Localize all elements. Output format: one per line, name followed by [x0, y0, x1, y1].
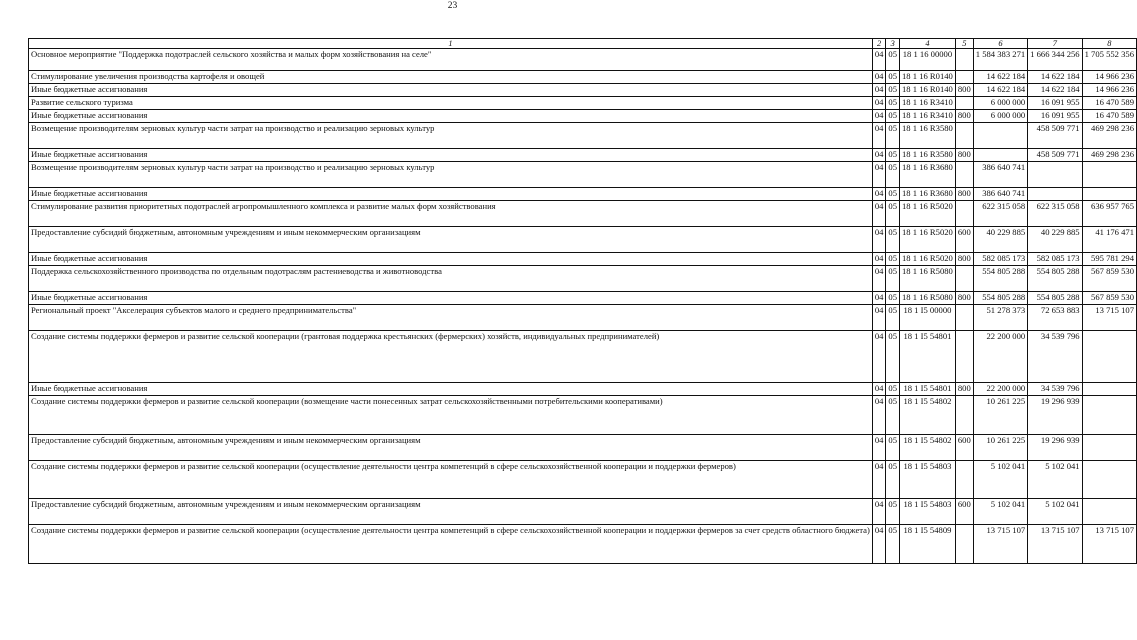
cell-rz: 04	[872, 49, 886, 71]
cell-pr: 05	[886, 188, 900, 201]
cell-vr	[955, 97, 973, 110]
cell-rz: 04	[872, 227, 886, 253]
cell-pr: 05	[886, 97, 900, 110]
cell-rz: 04	[872, 499, 886, 525]
table-row	[29, 461, 1137, 499]
cell-v2: 16 091 955	[1028, 97, 1082, 110]
cell-csr: 18 1 I5 54803	[900, 461, 956, 499]
cell-pr: 05	[886, 71, 900, 84]
cell-v3: 16 470 589	[1082, 110, 1136, 123]
cell-csr: 18 1 I5 00000	[900, 305, 956, 331]
cell-pr: 05	[886, 331, 900, 383]
cell-v2: 40 229 885	[1028, 227, 1082, 253]
cell-v1: 622 315 058	[973, 201, 1027, 227]
cell-v1	[973, 123, 1027, 149]
cell-vr	[955, 396, 973, 435]
cell-v2: 458 509 771	[1028, 123, 1082, 149]
cell-name: Возмещение производителям зерновых культур части затрат на производство и реализацию зерновых культур	[29, 123, 873, 149]
cell-vr	[955, 201, 973, 227]
cell-v2: 19 296 939	[1028, 396, 1082, 435]
table-row	[29, 253, 1137, 266]
cell-v2: 34 539 796	[1028, 383, 1082, 396]
budget-table	[28, 38, 1137, 564]
cell-csr: 18 1 I5 54803	[900, 499, 956, 525]
cell-name: Иные бюджетные ассигнования	[29, 110, 873, 123]
cell-v1: 22 200 000	[973, 331, 1027, 383]
cell-rz: 04	[872, 188, 886, 201]
cell-vr	[955, 71, 973, 84]
cell-v1: 5 102 041	[973, 499, 1027, 525]
cell-rz: 04	[872, 123, 886, 149]
header-cell: 4	[900, 39, 956, 49]
cell-rz: 04	[872, 162, 886, 188]
cell-v2	[1028, 188, 1082, 201]
cell-v3	[1082, 499, 1136, 525]
cell-vr: 600	[955, 499, 973, 525]
cell-v1: 14 622 184	[973, 71, 1027, 84]
cell-csr: 18 1 16 R3680	[900, 162, 956, 188]
cell-v2: 5 102 041	[1028, 461, 1082, 499]
cell-rz: 04	[872, 71, 886, 84]
cell-csr: 18 1 16 R5080	[900, 292, 956, 305]
cell-pr: 05	[886, 305, 900, 331]
cell-name: Предоставление субсидий бюджетным, автономным учреждениям и иным некоммерческим организациям	[29, 435, 873, 461]
cell-rz: 04	[872, 84, 886, 97]
cell-csr: 18 1 16 R3580	[900, 149, 956, 162]
cell-csr: 18 1 16 R0140	[900, 71, 956, 84]
cell-csr: 18 1 I5 54809	[900, 525, 956, 564]
cell-pr: 05	[886, 201, 900, 227]
cell-v3: 1 705 552 356	[1082, 49, 1136, 71]
cell-csr: 18 1 16 R3580	[900, 123, 956, 149]
table-row	[29, 499, 1137, 525]
header-cell: 7	[1028, 39, 1082, 49]
table-row	[29, 49, 1137, 71]
cell-v2: 14 622 184	[1028, 71, 1082, 84]
cell-name: Иные бюджетные ассигнования	[29, 188, 873, 201]
table-row	[29, 383, 1137, 396]
cell-v3: 567 859 530	[1082, 266, 1136, 292]
cell-v2: 458 509 771	[1028, 149, 1082, 162]
cell-csr: 18 1 16 R3680	[900, 188, 956, 201]
cell-csr: 18 1 I5 54802	[900, 396, 956, 435]
cell-rz: 04	[872, 331, 886, 383]
cell-csr: 18 1 16 R5080	[900, 266, 956, 292]
cell-rz: 04	[872, 383, 886, 396]
cell-pr: 05	[886, 435, 900, 461]
cell-csr: 18 1 16 R0140	[900, 84, 956, 97]
cell-v3	[1082, 162, 1136, 188]
cell-v3: 469 298 236	[1082, 123, 1136, 149]
cell-vr: 600	[955, 227, 973, 253]
cell-rz: 04	[872, 97, 886, 110]
cell-rz: 04	[872, 201, 886, 227]
cell-name: Иные бюджетные ассигнования	[29, 149, 873, 162]
header-cell: 6	[973, 39, 1027, 49]
cell-rz: 04	[872, 266, 886, 292]
cell-csr: 18 1 I5 54801	[900, 331, 956, 383]
cell-name: Возмещение производителям зерновых культур части затрат на производство и реализацию зерновых культур	[29, 162, 873, 188]
cell-csr: 18 1 16 00000	[900, 49, 956, 71]
cell-name: Создание системы поддержки фермеров и развитие сельской кооперации (осуществление деятельности центра компетенций в сфере сельскохозяйственной кооперации и поддержки фермеров)	[29, 461, 873, 499]
table-row	[29, 71, 1137, 84]
cell-vr	[955, 123, 973, 149]
page-number: 23	[447, 1, 458, 11]
cell-v2: 5 102 041	[1028, 499, 1082, 525]
cell-v1: 40 229 885	[973, 227, 1027, 253]
cell-pr: 05	[886, 383, 900, 396]
cell-v3: 14 966 236	[1082, 71, 1136, 84]
cell-v2: 19 296 939	[1028, 435, 1082, 461]
cell-v1: 554 805 288	[973, 292, 1027, 305]
table-row	[29, 188, 1137, 201]
cell-rz: 04	[872, 305, 886, 331]
cell-csr: 18 1 I5 54801	[900, 383, 956, 396]
cell-v1: 10 261 225	[973, 435, 1027, 461]
cell-vr	[955, 162, 973, 188]
cell-rz: 04	[872, 525, 886, 564]
table-row	[29, 110, 1137, 123]
cell-v2: 582 085 173	[1028, 253, 1082, 266]
cell-v2: 72 653 883	[1028, 305, 1082, 331]
table-row	[29, 396, 1137, 435]
cell-v1: 386 640 741	[973, 162, 1027, 188]
cell-vr	[955, 305, 973, 331]
cell-pr: 05	[886, 253, 900, 266]
cell-v2: 1 666 344 256	[1028, 49, 1082, 71]
cell-v1: 6 000 000	[973, 97, 1027, 110]
table-row	[29, 331, 1137, 383]
cell-name: Создание системы поддержки фермеров и развитие сельской кооперации (возмещение части понесенных затрат сельскохозяйственными потребительскими кооперативами)	[29, 396, 873, 435]
cell-rz: 04	[872, 149, 886, 162]
cell-name: Предоставление субсидий бюджетным, автономным учреждениям и иным некоммерческим организациям	[29, 227, 873, 253]
cell-rz: 04	[872, 435, 886, 461]
cell-v2	[1028, 162, 1082, 188]
cell-v3: 16 470 589	[1082, 97, 1136, 110]
cell-name: Создание системы поддержки фермеров и развитие сельской кооперации (грантовая поддержка крестьянских (фермерских) хозяйств, индивидуальных предпринимателей)	[29, 331, 873, 383]
cell-csr: 18 1 16 R3410	[900, 110, 956, 123]
cell-name: Развитие сельского туризма	[29, 97, 873, 110]
cell-v3: 41 176 471	[1082, 227, 1136, 253]
cell-v3	[1082, 188, 1136, 201]
cell-v1: 22 200 000	[973, 383, 1027, 396]
cell-v3: 567 859 530	[1082, 292, 1136, 305]
header-row	[29, 39, 1137, 49]
cell-rz: 04	[872, 110, 886, 123]
cell-pr: 05	[886, 149, 900, 162]
cell-pr: 05	[886, 162, 900, 188]
cell-v3	[1082, 383, 1136, 396]
header-cell: 3	[886, 39, 900, 49]
header-cell: 2	[872, 39, 886, 49]
cell-v3: 469 298 236	[1082, 149, 1136, 162]
cell-csr: 18 1 16 R5020	[900, 253, 956, 266]
cell-name: Поддержка сельскохозяйственного производства по отдельным подотраслям растениеводства и животноводства	[29, 266, 873, 292]
cell-vr	[955, 331, 973, 383]
cell-v3: 14 966 236	[1082, 84, 1136, 97]
cell-v3: 13 715 107	[1082, 305, 1136, 331]
cell-vr: 800	[955, 253, 973, 266]
cell-v1: 554 805 288	[973, 266, 1027, 292]
cell-v2: 554 805 288	[1028, 266, 1082, 292]
cell-v2: 34 539 796	[1028, 331, 1082, 383]
cell-v1: 386 640 741	[973, 188, 1027, 201]
cell-name: Создание системы поддержки фермеров и развитие сельской кооперации (осуществление деятельности центра компетенций в сфере сельскохозяйственной кооперации и поддержки фермеров за счет средств областного бюджета)	[29, 525, 873, 564]
cell-rz: 04	[872, 396, 886, 435]
cell-v2: 16 091 955	[1028, 110, 1082, 123]
table-row	[29, 292, 1137, 305]
cell-v2: 554 805 288	[1028, 292, 1082, 305]
cell-csr: 18 1 I5 54802	[900, 435, 956, 461]
cell-pr: 05	[886, 84, 900, 97]
cell-rz: 04	[872, 461, 886, 499]
cell-rz: 04	[872, 292, 886, 305]
cell-csr: 18 1 16 R5020	[900, 227, 956, 253]
cell-vr: 800	[955, 149, 973, 162]
cell-csr: 18 1 16 R3410	[900, 97, 956, 110]
cell-pr: 05	[886, 49, 900, 71]
cell-pr: 05	[886, 266, 900, 292]
cell-v1: 51 278 373	[973, 305, 1027, 331]
table-row	[29, 149, 1137, 162]
cell-pr: 05	[886, 123, 900, 149]
table-row	[29, 201, 1137, 227]
table-row	[29, 305, 1137, 331]
header-cell: 5	[955, 39, 973, 49]
cell-v1: 10 261 225	[973, 396, 1027, 435]
cell-vr	[955, 525, 973, 564]
cell-v2: 13 715 107	[1028, 525, 1082, 564]
cell-pr: 05	[886, 396, 900, 435]
cell-name: Иные бюджетные ассигнования	[29, 253, 873, 266]
cell-pr: 05	[886, 292, 900, 305]
cell-vr: 600	[955, 435, 973, 461]
cell-csr: 18 1 16 R5020	[900, 201, 956, 227]
cell-name: Иные бюджетные ассигнования	[29, 383, 873, 396]
cell-name: Стимулирование развития приоритетных подотраслей агропромышленного комплекса и развитие малых форм хозяйствования	[29, 201, 873, 227]
cell-name: Предоставление субсидий бюджетным, автономным учреждениям и иным некоммерческим организациям	[29, 499, 873, 525]
cell-name: Стимулирование увеличения производства картофеля и овощей	[29, 71, 873, 84]
table-row	[29, 84, 1137, 97]
cell-v1: 1 584 383 271	[973, 49, 1027, 71]
cell-vr	[955, 49, 973, 71]
cell-v2: 622 315 058	[1028, 201, 1082, 227]
cell-v1	[973, 149, 1027, 162]
table-row	[29, 435, 1137, 461]
cell-v3: 13 715 107	[1082, 525, 1136, 564]
cell-vr: 800	[955, 292, 973, 305]
cell-pr: 05	[886, 227, 900, 253]
cell-vr	[955, 266, 973, 292]
cell-name: Региональный проект "Акселерация субъектов малого и среднего предпринимательства"	[29, 305, 873, 331]
cell-v1: 6 000 000	[973, 110, 1027, 123]
cell-vr	[955, 461, 973, 499]
cell-v3: 636 957 765	[1082, 201, 1136, 227]
cell-pr: 05	[886, 525, 900, 564]
cell-v3	[1082, 331, 1136, 383]
cell-v3	[1082, 461, 1136, 499]
cell-rz: 04	[872, 253, 886, 266]
cell-pr: 05	[886, 499, 900, 525]
table-row	[29, 227, 1137, 253]
cell-vr: 800	[955, 383, 973, 396]
cell-v1: 5 102 041	[973, 461, 1027, 499]
cell-vr: 800	[955, 110, 973, 123]
cell-name: Иные бюджетные ассигнования	[29, 292, 873, 305]
cell-v3: 595 781 294	[1082, 253, 1136, 266]
table-row	[29, 266, 1137, 292]
table-row	[29, 162, 1137, 188]
cell-v3	[1082, 396, 1136, 435]
header-cell: 1	[29, 39, 873, 49]
table-row	[29, 123, 1137, 149]
cell-vr: 800	[955, 84, 973, 97]
cell-v2: 14 622 184	[1028, 84, 1082, 97]
header-cell: 8	[1082, 39, 1136, 49]
cell-vr: 800	[955, 188, 973, 201]
cell-v1: 14 622 184	[973, 84, 1027, 97]
table-row	[29, 97, 1137, 110]
cell-pr: 05	[886, 110, 900, 123]
cell-v3	[1082, 435, 1136, 461]
cell-name: Иные бюджетные ассигнования	[29, 84, 873, 97]
cell-v1: 13 715 107	[973, 525, 1027, 564]
cell-v1: 582 085 173	[973, 253, 1027, 266]
table-row	[29, 525, 1137, 564]
cell-name: Основное мероприятие "Поддержка подотраслей сельского хозяйства и малых форм хозяйствования на селе"	[29, 49, 873, 71]
cell-pr: 05	[886, 461, 900, 499]
